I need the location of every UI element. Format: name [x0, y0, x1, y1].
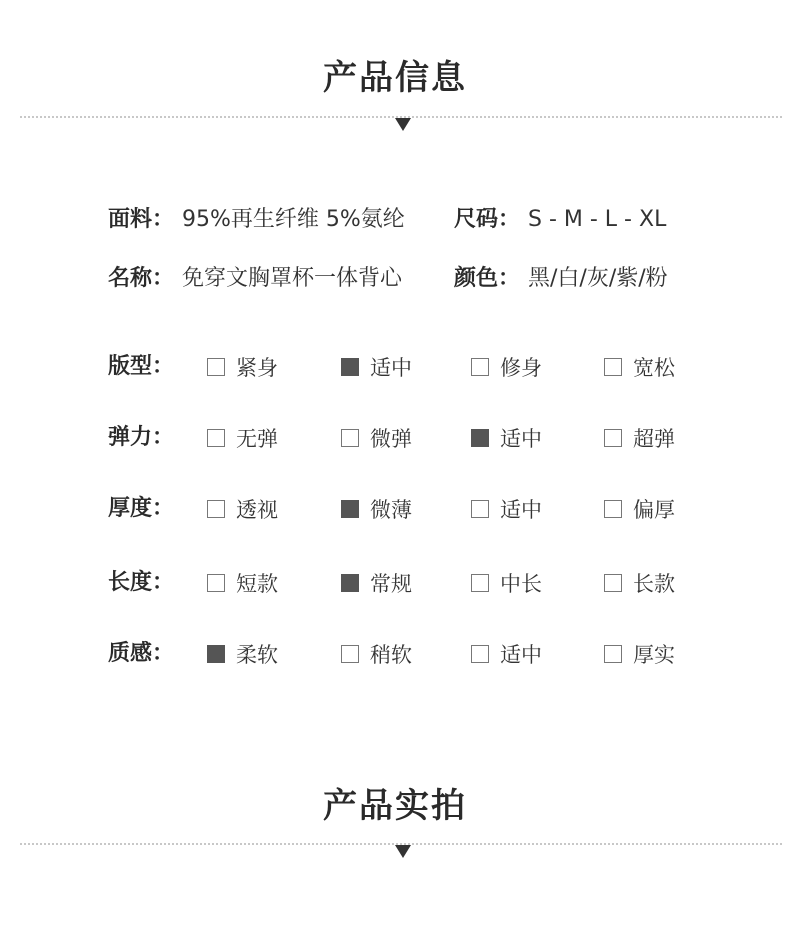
option — [207, 566, 278, 600]
option — [604, 566, 675, 600]
size-value: S - M - L - XL — [528, 207, 667, 232]
option-label: 稍软 — [370, 643, 412, 667]
attribute-label: 长度： — [108, 570, 175, 595]
attribute-row-fit — [108, 350, 728, 384]
option-label: 修身 — [500, 356, 542, 380]
size-spec — [454, 202, 666, 233]
name-label: 名称： — [108, 266, 175, 291]
arrow-down-icon — [395, 118, 411, 131]
option-label: 超弹 — [633, 427, 675, 451]
fabric-label: 面料： — [108, 207, 175, 232]
checkbox-checked — [341, 574, 359, 592]
option-label: 宽松 — [633, 356, 675, 380]
option-label: 适中 — [370, 356, 412, 380]
option — [471, 566, 542, 600]
checkbox-checked — [341, 500, 359, 518]
attribute-label: 版型： — [108, 354, 175, 379]
attribute-label: 质感： — [108, 641, 175, 666]
product-photos-title: 产品实拍 — [323, 786, 467, 826]
checkbox-checked — [471, 429, 489, 447]
option-label: 微薄 — [370, 498, 412, 522]
option — [207, 637, 278, 671]
name-value: 免穿文胸罩杯一体背心 — [182, 266, 403, 291]
arrow-down-icon — [395, 845, 411, 858]
option — [471, 492, 542, 526]
attribute-label: 弹力： — [108, 425, 175, 450]
checkbox-checked — [341, 358, 359, 376]
checkbox — [207, 358, 225, 376]
option — [207, 492, 278, 526]
option — [471, 637, 542, 671]
checkbox — [471, 358, 489, 376]
checkbox — [604, 358, 622, 376]
option-label: 长款 — [633, 572, 675, 596]
option — [341, 421, 412, 455]
option — [604, 492, 675, 526]
option-label: 中长 — [500, 572, 542, 596]
attribute-row-texture — [108, 637, 728, 671]
color-value: 黑/白/灰/紫/粉 — [528, 266, 668, 291]
option — [341, 492, 412, 526]
checkbox — [207, 574, 225, 592]
option-label: 适中 — [500, 498, 542, 522]
option-label: 微弹 — [370, 427, 412, 451]
option-label: 适中 — [500, 427, 542, 451]
option-label: 短款 — [236, 572, 278, 596]
product-info-title: 产品信息 — [323, 58, 467, 98]
attribute-row-elasticity — [108, 421, 728, 455]
option — [207, 350, 278, 384]
checkbox — [604, 574, 622, 592]
option — [207, 421, 278, 455]
option-label: 偏厚 — [633, 498, 675, 522]
color-spec — [454, 261, 668, 292]
size-label: 尺码： — [454, 207, 521, 232]
option — [604, 637, 675, 671]
checkbox — [207, 500, 225, 518]
option-label: 厚实 — [633, 643, 675, 667]
option — [341, 637, 412, 671]
checkbox-checked — [207, 645, 225, 663]
fabric-spec — [108, 202, 405, 233]
option-label: 紧身 — [236, 356, 278, 380]
checkbox — [471, 500, 489, 518]
option-label: 柔软 — [236, 643, 278, 667]
option — [604, 421, 675, 455]
checkbox — [341, 645, 359, 663]
option — [341, 350, 412, 384]
checkbox — [604, 429, 622, 447]
checkbox — [207, 429, 225, 447]
attribute-label: 厚度： — [108, 496, 175, 521]
checkbox — [341, 429, 359, 447]
attribute-row-length — [108, 566, 728, 600]
option — [471, 350, 542, 384]
checkbox — [604, 500, 622, 518]
color-label: 颜色： — [454, 266, 521, 291]
checkbox — [604, 645, 622, 663]
option-label: 无弹 — [236, 427, 278, 451]
option-label: 适中 — [500, 643, 542, 667]
attribute-row-thickness — [108, 492, 728, 526]
name-spec — [108, 261, 402, 292]
checkbox — [471, 645, 489, 663]
option-label: 常规 — [370, 572, 412, 596]
option — [341, 566, 412, 600]
option — [471, 421, 542, 455]
option-label: 透视 — [236, 498, 278, 522]
option — [604, 350, 675, 384]
checkbox — [471, 574, 489, 592]
fabric-value: 95%再生纤维 5%氨纶 — [182, 207, 405, 232]
